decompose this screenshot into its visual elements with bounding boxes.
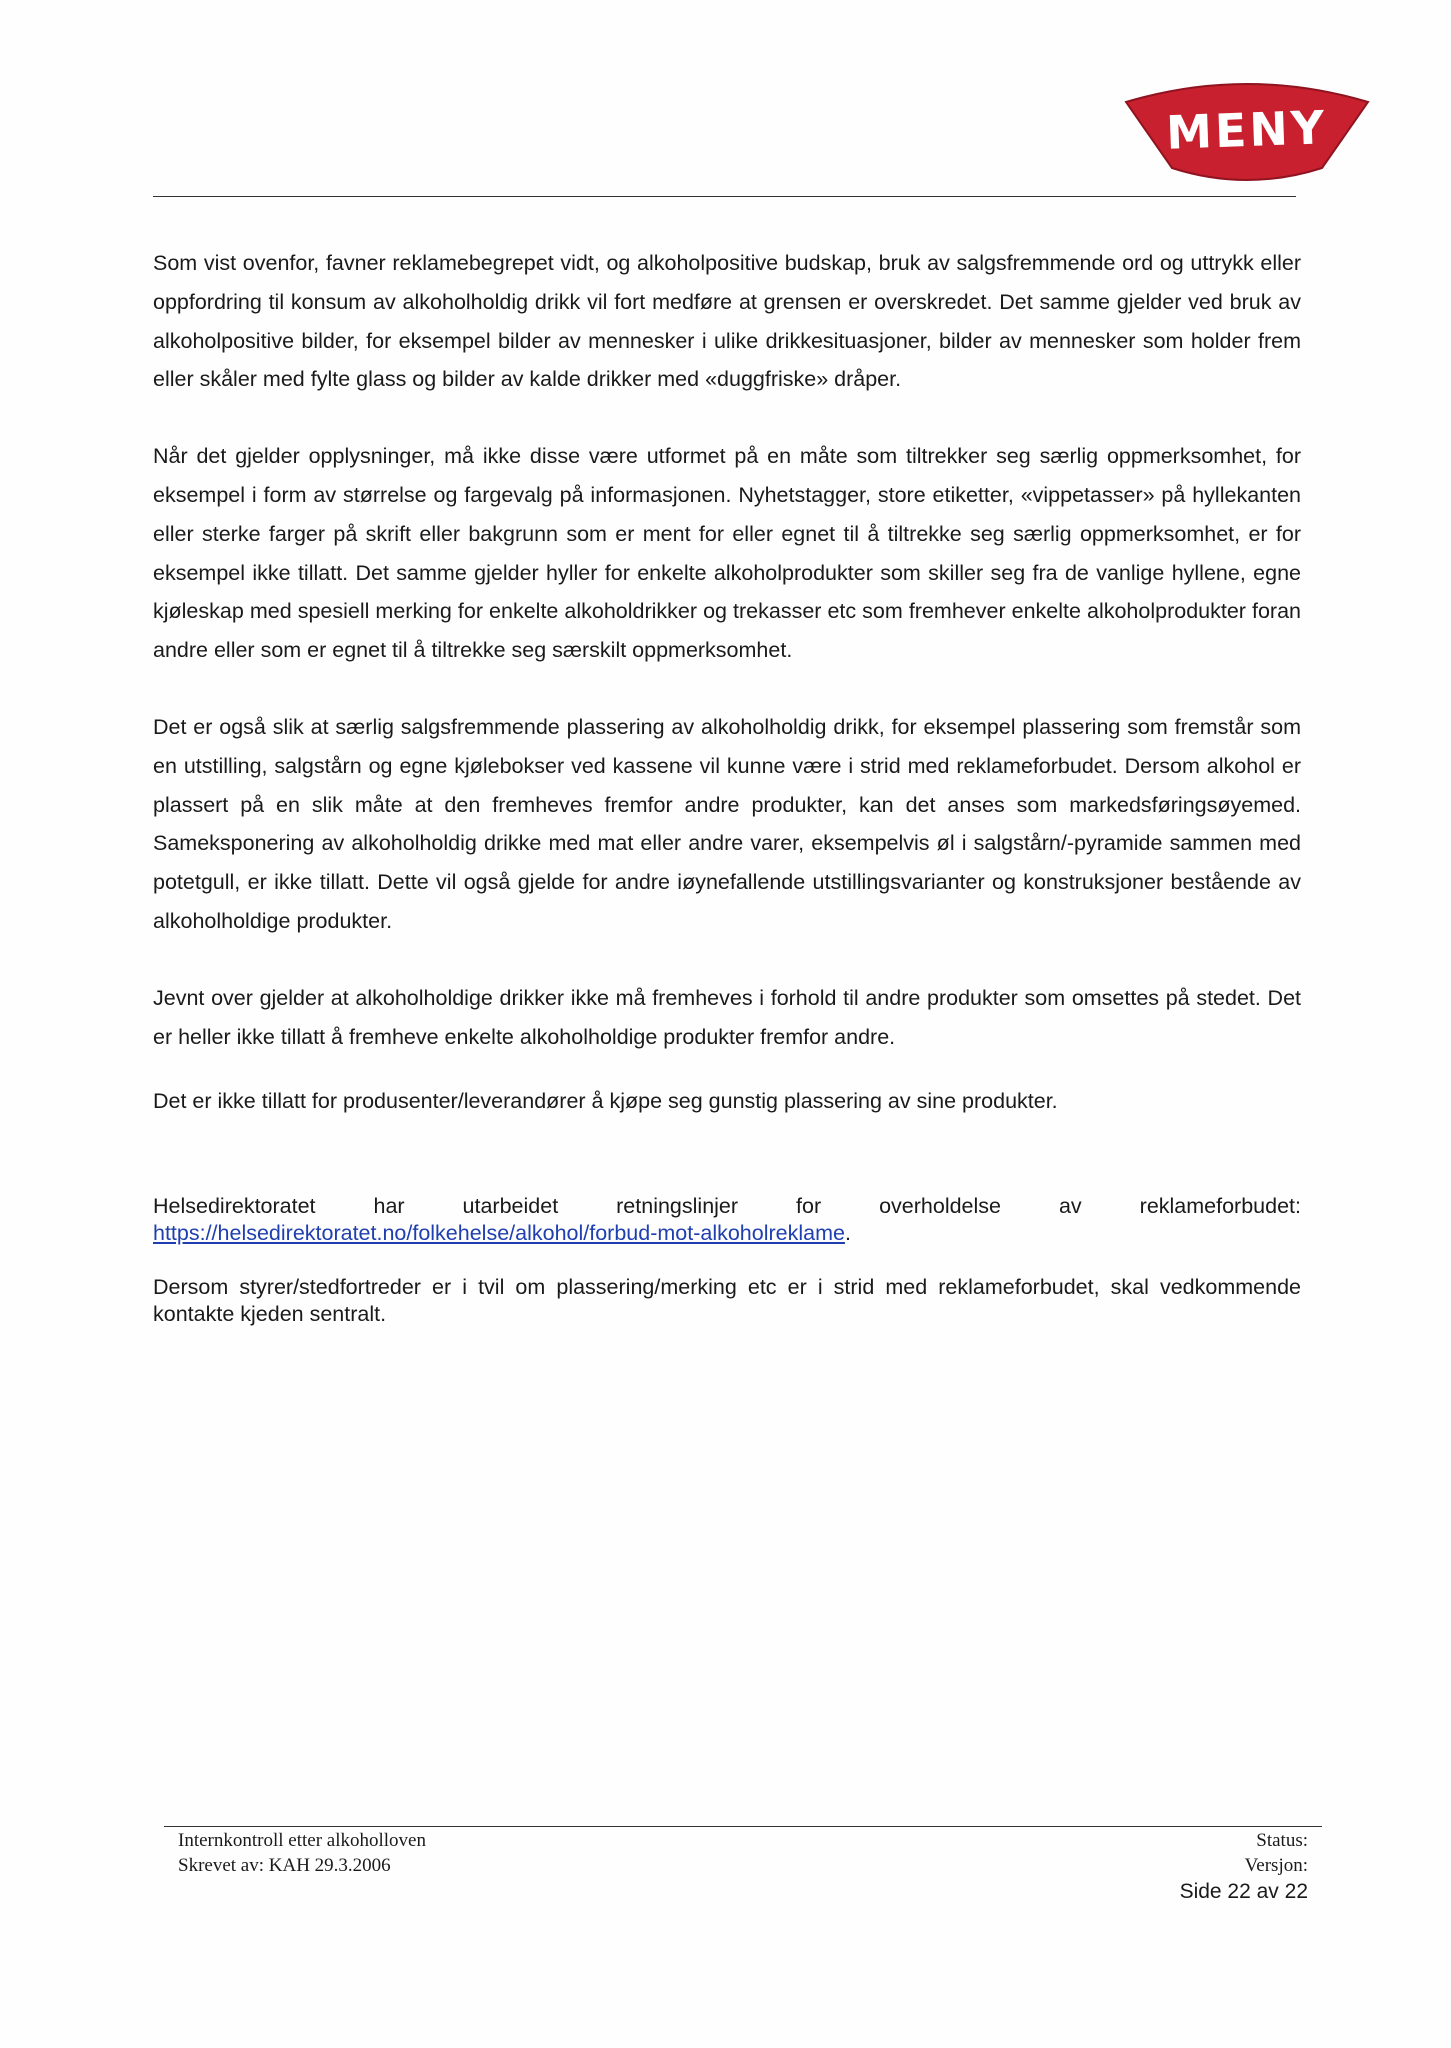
footer-left: [178, 1829, 426, 1878]
guidelines-link[interactable]: https://helsedirektoratet.no/folkehelse/alkohol/forbud-mot-alkoholreklame: [153, 1220, 845, 1245]
paragraph-advertising-concept: Som vist ovenfor, favner reklamebegrepet vidt, og alkoholpositive budskap, bruk av salgsfremmende ord og uttrykk eller oppfordring til konsum av alkoholholdig drikk vil fort medføre at grensen er overskredet. Det samme gjelder ved bruk av alkoholpositive bilder, for eksempel bilder av mennesker i ulike drikkesituasjoner, bilder av mennesker som holder frem eller skåler med fylte glass og bilder av kalde drikker med «duggfriske» dråper.: [153, 251, 1301, 392]
document-body: [153, 244, 1301, 1327]
guidelines-text: Helsedirektoratet har utarbeidet retningslinjer for overholdelse av reklameforbudet:: [153, 1194, 1301, 1219]
paragraph-information-design: Når det gjelder opplysninger, må ikke disse være utformet på en måte som tiltrekker seg særlig oppmerksomhet, for eksempel i form av størrelse og fargevalg på informasjonen. Nyhetstagger, store etiketter, «vippetasser» på hyllekanten eller sterke farger på skrift eller bakgrunn som er ment for eller egnet til å tiltrekke seg særlig oppmerksomhet, er for eksempel ikke tillatt. Det samme gjelder hyller for enkelte alkoholprodukter som skiller seg fra de vanlige hyllene, egne kjøleskap med spesiell merking for enkelte alkoholdrikker og trekasser etc som fremhever enkelte alkoholprodukter foran andre eller som er egnet til å tiltrekke seg særskilt oppmerksomhet.: [153, 444, 1301, 663]
meny-logo: [1122, 80, 1372, 190]
footer-doc-title: Internkontroll etter alkoholloven: [178, 1830, 426, 1851]
footer-status-label: Status:: [1256, 1830, 1308, 1851]
paragraph-contact-note: Dersom styrer/stedfortreder er i tvil om plassering/merking etc er i strid med reklameforbudet, skal vedkommende kontakte kjeden sentralt.: [153, 1275, 1301, 1326]
paragraph-emphasis: Jevnt over gjelder at alkoholholdige drikker ikke må fremheves i forhold til andre produkter som omsettes på stedet. Det er heller ikke tillatt å fremheve enkelte alkoholholdige produkter fremfor andre.: [153, 985, 1301, 1049]
footer-right: [1180, 1829, 1308, 1906]
footer-divider: [164, 1826, 1322, 1827]
paragraph-guidelines: [153, 1193, 1301, 1246]
paragraph-supplier-placement: Det er ikke tillatt for produsenter/leverandører å kjøpe seg gunstig plassering av sine produkter.: [153, 1089, 1058, 1114]
footer-page-number: Side 22 av 22: [1179, 1880, 1308, 1903]
paragraph-placement: Det er også slik at særlig salgsfremmende plassering av alkoholholdig drikk, for eksempel plassering som fremstår som en utstilling, salgstårn og egne kjølebokser ved kassene vil kunne være i strid med reklameforbudet. Dersom alkohol er plassert på en slik måte at den fremheves fremfor andre produkter, kan det anses som markedsføringsøyemed. Sameksponering av alkoholholdig drikke med mat eller andre varer, eksempelvis øl i salgstårn/-pyramide sammen med potetgull, er ikke tillatt. Dette vil også gjelde for andre iøynefallende utstillingsvarianter og konstruksjoner bestående av alkoholholdige produkter.: [153, 714, 1301, 933]
logo-text: MENY: [1165, 100, 1329, 160]
header-divider: [153, 196, 1296, 197]
footer-written-by: Skrevet av: KAH 29.3.2006: [178, 1854, 391, 1876]
footer-version-label: Versjon:: [1244, 1854, 1308, 1876]
guidelines-link-suffix: .: [844, 1220, 851, 1245]
